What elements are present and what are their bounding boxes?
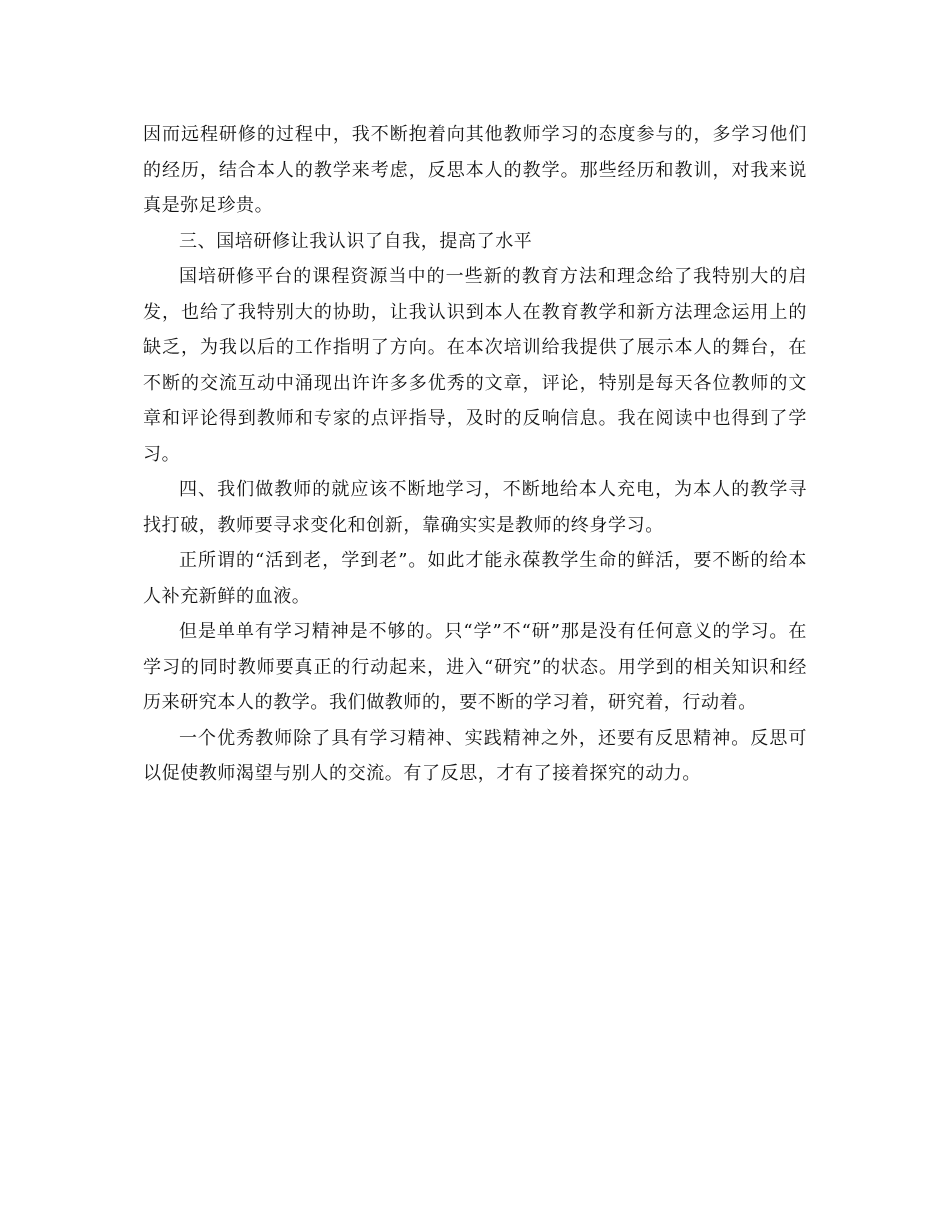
section-heading-3: 三、国培研修让我认识了自我，提高了水平 bbox=[179, 230, 533, 252]
paragraph-reflection: 一个优秀教师除了具有学习精神、实践精神之外，还要有反思精神。反思可以促使教师渴望与别人的交流。有了反思，才有了接着探究的动力。 bbox=[143, 727, 807, 784]
section-heading-4: 四、我们做教师的就应该不断地学习，不断地给本人充电，为本人的教学寻找打破，教师要寻求变化和创新，靠确实实是教师的终身学习。 bbox=[143, 479, 807, 536]
paragraph-study-and-research: 但是单单有学习精神是不够的。只“学”不“研”那是没有任何意义的学习。在学习的同时教师要真正的行动起来，进入“研究”的状态。用学到的相关知识和经历来研究本人的教学。我们做教师的，要不断的学习着，研究着，行动着。 bbox=[143, 621, 807, 713]
paragraph-lifelong-learning: 正所谓的“活到老，学到老”。如此才能永葆教学生命的鲜活，要不断的给本人补充新鲜的血液。 bbox=[143, 550, 807, 607]
document-body bbox=[143, 117, 807, 792]
paragraph-continuation: 因而远程研修的过程中，我不断抱着向其他教师学习的态度参与的，多学习他们的经历，结合本人的教学来考虑，反思本人的教学。那些经历和教训，对我来说真是弥足珍贵。 bbox=[143, 124, 807, 216]
paragraph-platform-resources: 国培研修平台的课程资源当中的一些新的教育方法和理念给了我特别大的启发，也给了我特别大的协助，让我认识到本人在教育教学和新方法理念运用上的缺乏，为我以后的工作指明了方向。在本次培训给我提供了展示本人的舞台，在不断的交流互动中涌现出许许多多优秀的文章，评论，特别是每天各位教师的文章和评论得到教师和专家的点评指导，及时的反响信息。我在阅读中也得到了学习。 bbox=[143, 266, 807, 465]
